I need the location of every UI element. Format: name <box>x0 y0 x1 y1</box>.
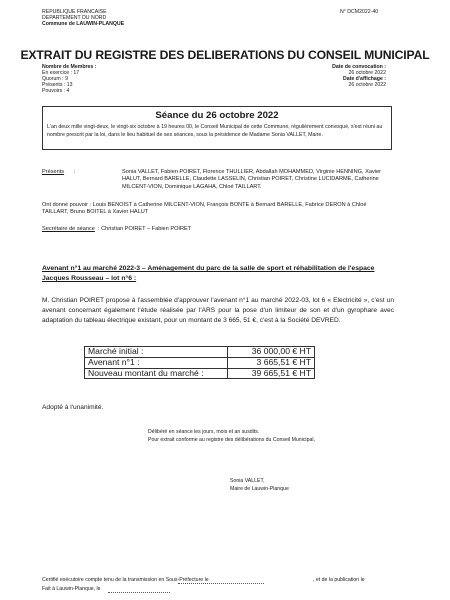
signature-role: Maire de Lauwin-Planque <box>230 486 289 492</box>
amount-value: 36 000,00 € HT <box>228 347 315 358</box>
table-row <box>85 368 315 379</box>
footer-transmission-date-blank <box>178 583 264 584</box>
members-heading: Nombre de Membres : <box>42 64 97 70</box>
amount-label: Marché initial : <box>85 347 228 358</box>
members-quorum: Quorum : 9 <box>42 76 68 82</box>
adopted-statement: Adopté à l'unanimité. <box>42 404 104 411</box>
table-row <box>85 347 315 358</box>
seance-title: Séance du 26 octobre 2022 <box>155 110 279 121</box>
footer-publication: , et de la publication le <box>313 577 365 583</box>
footer-fait-a: Fait à Lauwin-Planque, le <box>42 586 101 592</box>
document-title: EXTRAIT DU REGISTRE DES DELIBERATIONS DU CONSEIL MUNICIPAL <box>20 48 430 62</box>
closing-line-1: Délibéré en séance les jours, mois et an susdits. <box>148 429 260 435</box>
presents-colon: : <box>74 169 76 175</box>
amount-label: Avenant n°1 : <box>85 357 228 368</box>
members-pouvoirs: Pouvoirs : 4 <box>42 88 70 94</box>
convocation-date: 26 octobre 2022 <box>348 70 386 76</box>
amount-value: 39 665,51 € HT <box>228 368 315 379</box>
deliberation-body: M. Christian POIRET propose à l'assemblée d'approuver l'avenant n°1 au marché 2022-03, lot 6 « Electricité », c'est un avenant concernant également l'étude réalisée par l'ARS pour la pose d'un limiteur de son et d'un gyrophare avec adaptation du tableau électrique existant, pour un montant de 3 665, 51 €, c'est à la Société DEVRED. <box>42 297 394 324</box>
header-commune: Commune de LAUWIN-PLANQUE <box>42 21 125 27</box>
signature-name: Sonia VALLET, <box>230 478 265 484</box>
header-department: DEPARTEMENT DU NORD <box>42 15 107 21</box>
members-exercice: En exercice : 17 <box>42 70 80 76</box>
footer-date-blank <box>108 592 170 593</box>
presents-label: Présents <box>42 169 65 175</box>
header-republic: REPUBLIQUE FRANCAISE <box>42 9 107 15</box>
members-presents: Présents : 13 <box>42 82 73 88</box>
secretaire-names: : Christian POIRET – Fabien POIRET <box>98 226 192 232</box>
footer-executoire: Certifié exécutoire compte tenu de la transmission en Sous-Préfecture le <box>42 577 209 583</box>
amount-label: Nouveau montant du marché : <box>85 368 228 379</box>
seance-text: L'an deux mille vingt-deux, le vingt-six octobre à 19 heures 00, le Conseil Municipal de cette Commune, régulièrement convoqué, s'est réuni au nombre prescrit par la loi, dans le lieu habituel de ses séances, sous la présidence de Madame Sonia VALLET, Maire. <box>47 124 383 138</box>
affichage-label: Date d'affichage : <box>342 76 386 82</box>
table-row <box>85 357 315 368</box>
presents-list: Sonia VALLET, Fabien POIRET, Florence THULLIER, Abdallah MOHAMMED, Virginie HENNING, Xavier HALUT, Bernard BARELLE, Claudette LASSELIN, Christian POIRET, Christine LUCIDARME, Catherine MILCENT-VION, Dominique LAGAHA, Chloé TAILLART. <box>122 169 381 190</box>
amount-value: 3 665,51 € HT <box>228 357 315 368</box>
header-reference: N° DCM2022-40 <box>340 9 379 15</box>
deliberation-subject: Avenant n°1 au marché 2022-3 – Aménagement du parc de la salle de sport et réhabilitation de l'espace Jacques Rousseau – lot n°6 : <box>42 265 375 282</box>
convocation-label: Date de convocation : <box>332 64 386 70</box>
closing-line-2: Pour extrait conforme au registre des délibérations du Conseil Municipal, <box>148 437 315 443</box>
secretaire-label: Secrétaire de séance <box>42 226 95 232</box>
affichage-date: 26 octobre 2022 <box>348 82 386 88</box>
pouvoirs-text: Ont donné pouvoir : Louis BENOIST à Catherine MILCENT-VION, François BONTE à Bernard BARELLE, Fabrice DERON à Chloé TAILLART, Bruno BOITEL à Xavier HALUT <box>42 202 367 216</box>
seance-box <box>42 106 392 150</box>
amounts-table <box>84 346 315 379</box>
